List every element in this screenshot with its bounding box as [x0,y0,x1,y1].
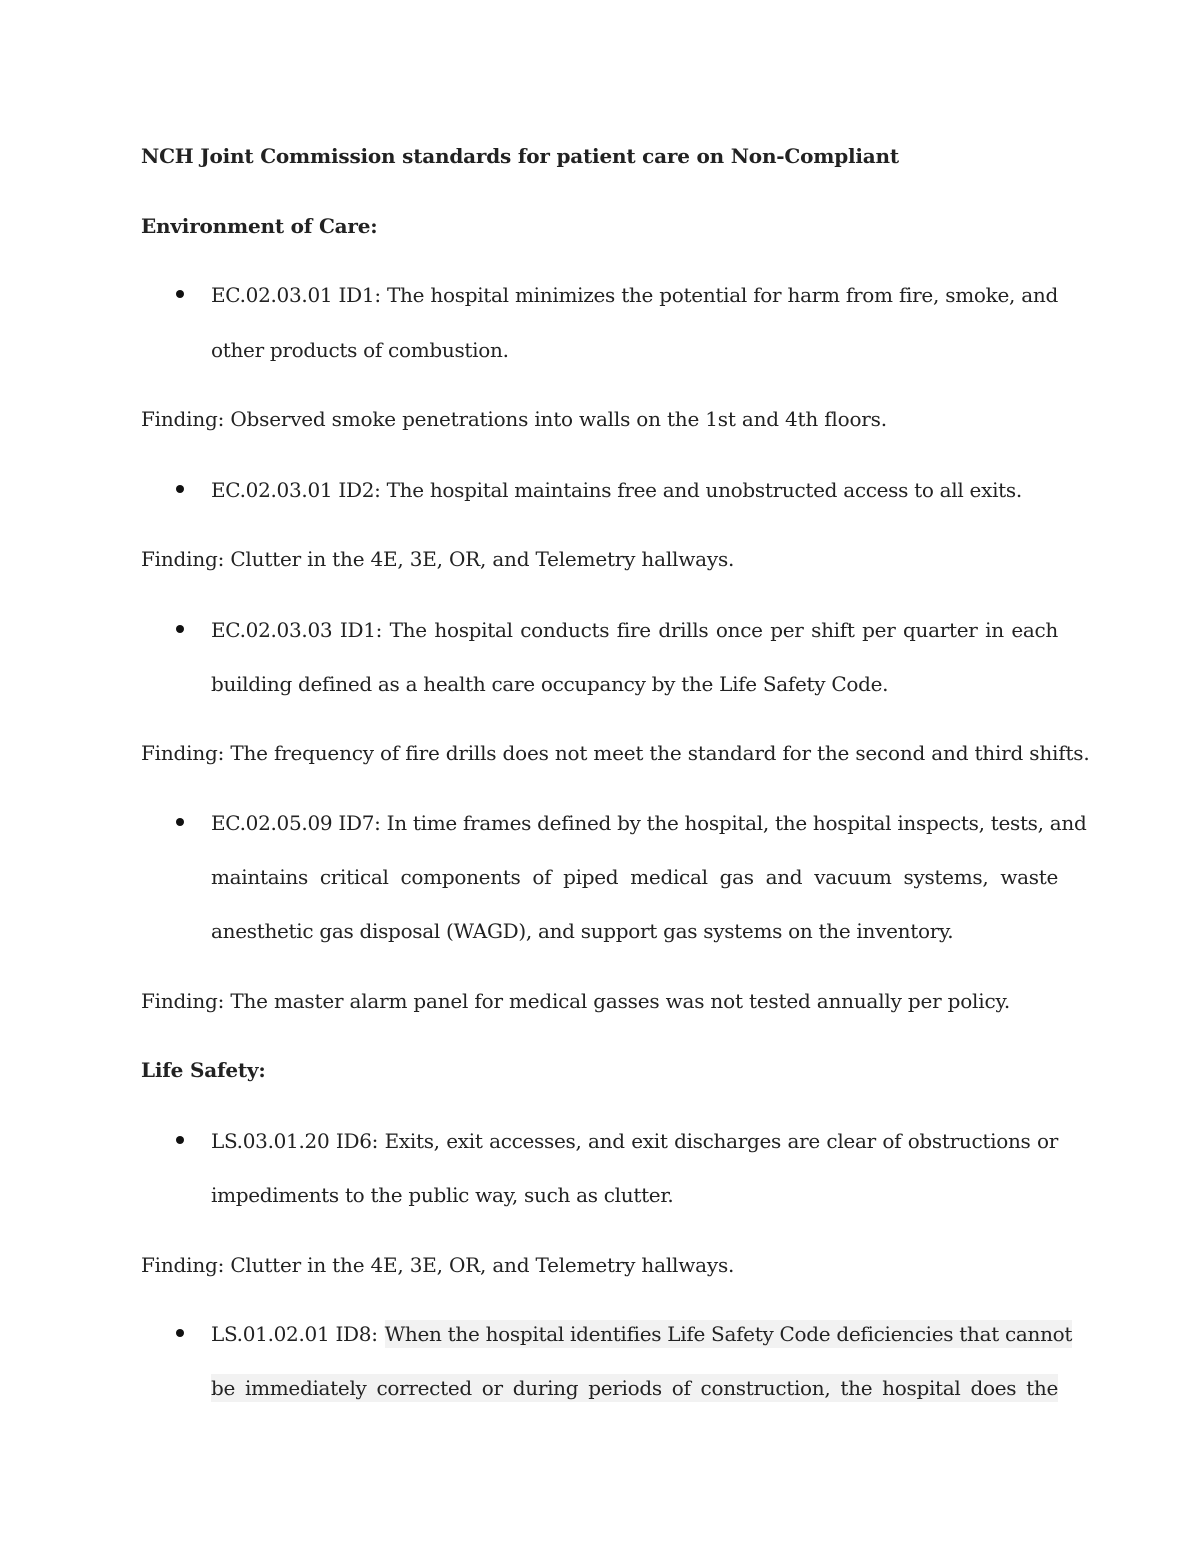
highlighted-text: When the hospital identifies Life Safety Code deficiencies that cannot [384,1322,1073,1346]
finding-text: Finding: The master alarm panel for medical gasses was not tested annually per policy. [141,989,1011,1013]
standard-item-line [211,1320,1073,1348]
standard-item-line: anesthetic gas disposal (WAGD), and support gas systems on the inventory. [211,919,954,943]
standard-item-line: maintains critical components of piped medical gas and vacuum systems, waste [211,865,1058,889]
standard-item-line: EC.02.03.01 ID2: The hospital maintains free and unobstructed access to all exits. [211,478,1022,502]
standard-item-line: EC.02.03.01 ID1: The hospital minimizes the potential for harm from fire, smoke, and [211,283,1058,307]
finding-text: Finding: Clutter in the 4E, 3E, OR, and Telemetry hallways. [141,547,735,571]
finding-text: Finding: The frequency of fire drills does not meet the standard for the second and third shifts. [141,741,1090,765]
standard-item-line: EC.02.03.03 ID1: The hospital conducts fire drills once per shift per quarter in each [211,618,1058,642]
standard-item-line: building defined as a health care occupancy by the Life Safety Code. [211,672,889,696]
standard-code: LS.01.02.01 ID8: [211,1322,378,1346]
bullet-icon [176,625,184,633]
standard-item-line: be immediately corrected or during periods of construction, the hospital does the [211,1376,1058,1400]
finding-text: Finding: Observed smoke penetrations into walls on the 1st and 4th floors. [141,407,887,431]
standard-item-line: other products of combustion. [211,338,509,362]
standard-item-line: EC.02.05.09 ID7: In time frames defined by the hospital, the hospital inspects, tests, and [211,811,1087,835]
bullet-icon [176,1136,184,1144]
bullet-icon [176,485,184,493]
section-heading-environment-of-care: Environment of Care: [141,214,378,238]
finding-text: Finding: Clutter in the 4E, 3E, OR, and Telemetry hallways. [141,1253,735,1277]
document-title: NCH Joint Commission standards for patient care on Non-Compliant [141,144,899,168]
bullet-icon [176,818,184,826]
section-heading-life-safety: Life Safety: [141,1058,266,1082]
bullet-icon [176,1329,184,1337]
standard-item-line: impediments to the public way, such as clutter. [211,1183,674,1207]
standard-item-line: LS.03.01.20 ID6: Exits, exit accesses, and exit discharges are clear of obstructions or [211,1129,1058,1153]
bullet-icon [176,290,184,298]
